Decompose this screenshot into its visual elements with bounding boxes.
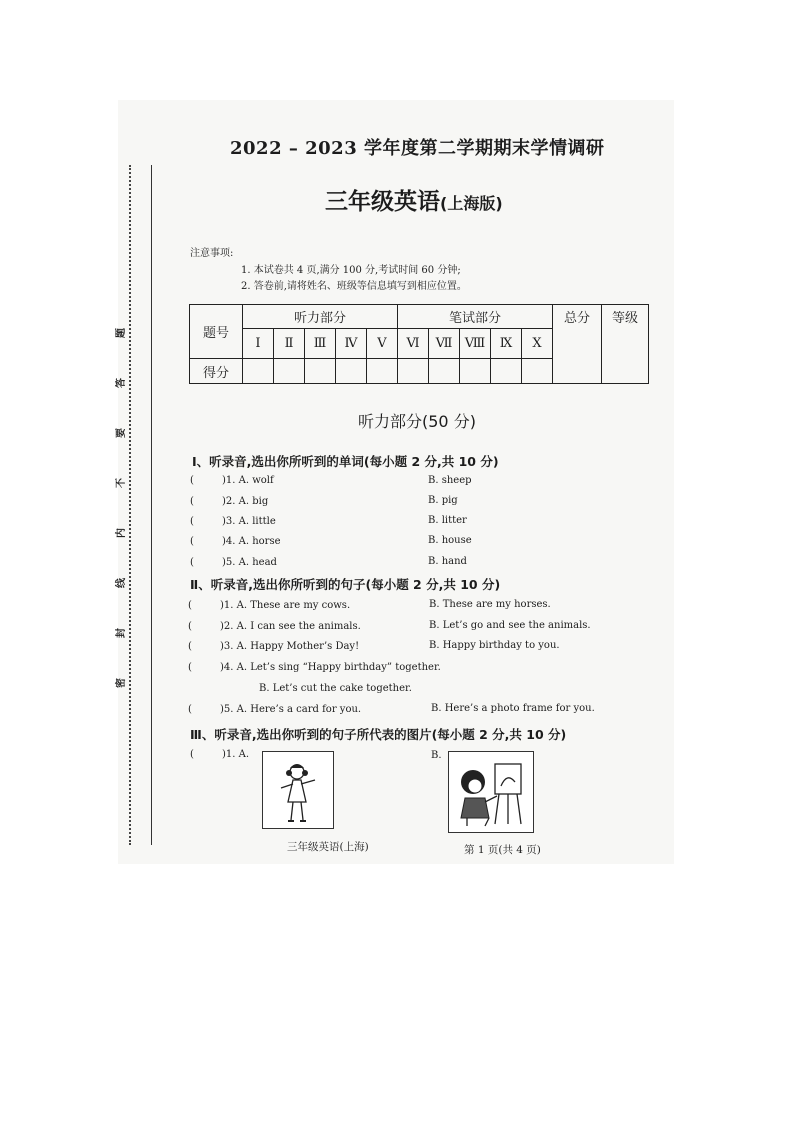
option-a: A. Let’s sing “Happy birthday” together. (236, 662, 441, 673)
column-header: Ⅵ (398, 329, 429, 359)
answer-bracket[interactable]: ( (190, 475, 194, 486)
option-b: B. Here’s a photo frame for you. (431, 703, 595, 714)
score-input-cell[interactable] (460, 359, 491, 384)
binding-char: 密 (116, 678, 127, 688)
answer-bracket[interactable]: ( (188, 621, 192, 632)
listening-heading: 听力部分(50 分) (358, 412, 476, 431)
score-input-cell[interactable] (243, 359, 274, 384)
notice-item: 1. 本试卷共 4 页,满分 100 分,考试时间 60 分钟; (241, 265, 461, 276)
binding-char: 题 (116, 328, 127, 338)
question-row (188, 704, 361, 715)
answer-bracket[interactable]: ( (190, 557, 194, 568)
option-a: A. These are my cows. (236, 600, 351, 611)
option-b: B. house (428, 535, 472, 546)
column-header: Ⅸ (491, 329, 522, 359)
answer-bracket[interactable]: ( (188, 641, 192, 652)
column-header: Ⅷ (460, 329, 491, 359)
answer-bracket[interactable]: ( (190, 749, 194, 760)
option-b: B. Let’s cut the cake together. (259, 683, 412, 694)
question-number: )5. (220, 704, 234, 715)
grade-cell: 等级 (602, 305, 649, 384)
question-number: )2. (222, 496, 236, 507)
subject-edition: (上海版) (440, 194, 503, 213)
answer-bracket[interactable]: ( (190, 496, 194, 507)
question-row (190, 536, 281, 547)
section-1-title: Ⅰ、听录音,选出你所听到的单词(每小题 2 分,共 10 分) (192, 454, 499, 469)
score-input-cell[interactable] (491, 359, 522, 384)
question-number: )2. (220, 621, 234, 632)
option-b: B. litter (428, 515, 467, 526)
score-input-cell[interactable] (274, 359, 305, 384)
column-header: I (243, 329, 274, 359)
column-header: Ⅴ (367, 329, 398, 359)
score-input-cell[interactable] (522, 359, 553, 384)
notice-item: 2. 答卷前,请将姓名、班级等信息填写到相应位置。 (241, 281, 467, 292)
subject-title (325, 183, 503, 216)
question-row (190, 496, 268, 507)
question-number: )3. (222, 516, 236, 527)
section-3-title: Ⅲ、听录音,选出你听到的句子所代表的图片(每小题 2 分,共 10 分) (190, 727, 567, 742)
option-b: B. These are my horses. (429, 599, 551, 610)
answer-bracket[interactable]: ( (188, 600, 192, 611)
option-b: B. Happy birthday to you. (429, 640, 560, 651)
score-input-cell[interactable] (305, 359, 336, 384)
score-input-cell[interactable] (429, 359, 460, 384)
option-a: A. wolf (238, 475, 274, 486)
answer-bracket[interactable]: ( (188, 704, 192, 715)
painting-girl-icon (449, 752, 533, 832)
column-header: Ⅲ (305, 329, 336, 359)
total-score-cell: 总分 (553, 305, 602, 384)
section-2-title: Ⅱ、听录音,选出你所听到的句子(每小题 2 分,共 10 分) (190, 577, 501, 592)
question-row (190, 749, 249, 760)
option-a: A. big (238, 496, 269, 507)
page-number: 第 1 页(共 4 页) (464, 844, 541, 856)
writing-part-header: 笔试部分 (398, 305, 553, 329)
question-number: )5. (222, 557, 236, 568)
binding-char: 线 (116, 578, 127, 588)
option-a: A. horse (238, 536, 281, 547)
footer-subject: 三年级英语(上海) (287, 841, 369, 853)
binding-char: 不 (116, 478, 127, 488)
binding-char: 封 (116, 628, 127, 638)
score-input-cell[interactable] (336, 359, 367, 384)
answer-bracket[interactable]: ( (190, 516, 194, 527)
option-b: B. pig (428, 495, 458, 506)
question-row (190, 516, 276, 527)
option-b: B. sheep (428, 475, 472, 486)
question-row (188, 641, 359, 652)
question-number-header: 题号 (190, 305, 243, 359)
column-header: Ⅱ (274, 329, 305, 359)
question-number: )4. (220, 662, 234, 673)
question-number: )3. (220, 641, 234, 652)
score-row-label: 得分 (190, 359, 243, 384)
question-number: )1. A. (222, 749, 250, 760)
option-b: B. Let’s go and see the animals. (429, 620, 591, 631)
notice-label: 注意事项: (190, 248, 234, 259)
question-number: )1. (220, 600, 234, 611)
option-a: A. Here’s a card for you. (236, 704, 362, 715)
binding-char: 答 (116, 378, 127, 388)
question-number: )4. (222, 536, 236, 547)
question-row (190, 475, 274, 486)
exam-title: 2022 – 2023 学年度第二学期期末学情调研 (230, 138, 605, 159)
option-a: A. head (238, 557, 277, 568)
answer-bracket[interactable]: ( (188, 662, 192, 673)
option-b-label: B. (431, 750, 442, 761)
picture-a[interactable] (262, 751, 334, 829)
picture-b[interactable] (448, 751, 534, 833)
question-row (188, 600, 350, 611)
binding-char: 内 (116, 528, 127, 538)
score-input-cell[interactable] (398, 359, 429, 384)
answer-bracket[interactable]: ( (190, 536, 194, 547)
column-header: Ⅳ (336, 329, 367, 359)
question-row (188, 621, 361, 632)
option-a: A. Happy Mother’s Day! (236, 641, 360, 652)
question-number: )1. (222, 475, 236, 486)
listening-part-header: 听力部分 (243, 305, 398, 329)
column-header: Ⅶ (429, 329, 460, 359)
binding-line (151, 165, 152, 845)
subject-name: 三年级英语 (325, 189, 440, 215)
option-a: A. little (238, 516, 276, 527)
binding-warning (116, 308, 150, 708)
option-b: B. hand (428, 556, 467, 567)
question-row (188, 662, 441, 673)
girl-icon (263, 752, 333, 828)
option-a: A. I can see the animals. (236, 621, 361, 632)
column-header: Ⅹ (522, 329, 553, 359)
question-row (190, 557, 277, 568)
binding-char: 要 (116, 428, 127, 438)
score-table (189, 304, 649, 384)
score-input-cell[interactable] (367, 359, 398, 384)
